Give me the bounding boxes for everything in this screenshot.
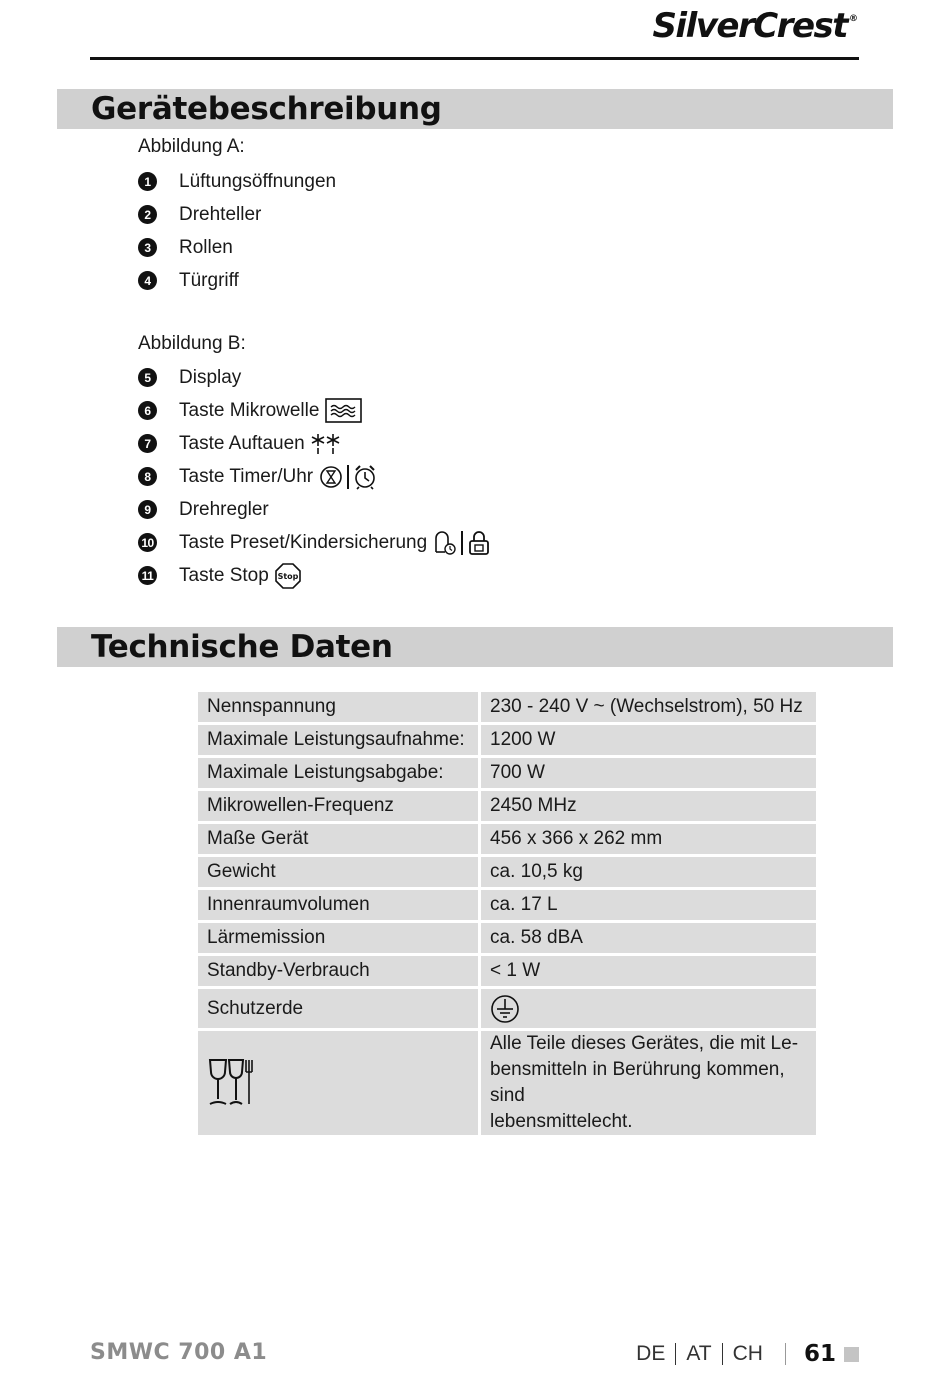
preset-icon — [433, 530, 457, 556]
stop-icon — [275, 563, 301, 589]
row-value: < 1 W — [480, 955, 818, 988]
item-number: 10 — [138, 533, 157, 552]
timer-icon — [319, 465, 343, 489]
table-row — [197, 988, 818, 1030]
row-label: Maximale Leistungsaufnahme: — [197, 724, 480, 757]
row-value: 230 - 240 V ~ (Wechselstrom), 50 Hz — [480, 691, 818, 724]
language-de: DE — [636, 1342, 666, 1365]
row-label: Gewicht — [197, 856, 480, 889]
item-number: 5 — [138, 368, 157, 387]
list-item — [138, 264, 336, 297]
list-item — [138, 526, 491, 559]
row-label: Nennspannung — [197, 691, 480, 724]
item-label: Taste Preset/Kindersicherung — [179, 531, 428, 553]
language-ch: CH — [732, 1342, 763, 1365]
footer-right — [636, 1341, 859, 1367]
item-label: Taste Timer/Uhr — [179, 465, 314, 487]
list-item — [138, 559, 491, 592]
item-label: Taste Auftauen — [179, 432, 305, 454]
defrost-icon — [311, 432, 341, 456]
table-row — [197, 790, 818, 823]
section-bar-description — [57, 89, 893, 129]
row-value: ca. 58 dBA — [480, 922, 818, 955]
table-row — [197, 1030, 818, 1137]
food-text-line: bensmitteln in Berührung kommen, sind — [490, 1059, 785, 1106]
list-item — [138, 394, 491, 427]
language-at: AT — [686, 1342, 712, 1365]
item-label: Display — [179, 366, 242, 388]
item-label: Taste Mikrowelle — [179, 399, 320, 421]
lock-icon — [467, 530, 491, 556]
list-item — [138, 361, 491, 394]
figure-b-label: Abbildung B: — [138, 333, 246, 354]
divider — [722, 1343, 723, 1365]
row-value: 456 x 366 x 262 mm — [480, 823, 818, 856]
table-row — [197, 955, 818, 988]
icon-separator — [347, 465, 349, 489]
section-title: Technische Daten — [91, 629, 393, 665]
section-title: Gerätebeschreibung — [91, 91, 442, 127]
row-label: Schutzerde — [197, 988, 480, 1030]
item-label: Türgriff — [179, 269, 239, 291]
row-label: Mikrowellen-Frequenz — [197, 790, 480, 823]
list-item — [138, 493, 491, 526]
row-value: 1200 W — [480, 724, 818, 757]
row-value: ca. 17 L — [480, 889, 818, 922]
table-row — [197, 724, 818, 757]
table-row — [197, 856, 818, 889]
list-item — [138, 165, 336, 198]
table-row — [197, 889, 818, 922]
item-label: Rollen — [179, 236, 233, 258]
row-value: 2450 MHz — [480, 790, 818, 823]
item-number: 6 — [138, 401, 157, 420]
row-value: 700 W — [480, 757, 818, 790]
table-row — [197, 691, 818, 724]
item-number: 3 — [138, 238, 157, 257]
row-value: ca. 10,5 kg — [480, 856, 818, 889]
figure-b-list — [138, 361, 491, 592]
divider — [785, 1343, 786, 1365]
table-row — [197, 823, 818, 856]
item-label: Drehteller — [179, 203, 262, 225]
row-label: Maximale Leistungsabgabe: — [197, 757, 480, 790]
divider — [675, 1343, 676, 1365]
item-label: Lüftungsöffnungen — [179, 170, 337, 192]
food-text-line: Alle Teile dieses Gerätes, die mit Le- — [490, 1033, 799, 1054]
table-row — [197, 757, 818, 790]
item-number: 11 — [138, 566, 157, 585]
row-label: Maße Gerät — [197, 823, 480, 856]
figure-a-label: Abbildung A: — [138, 136, 245, 157]
row-value — [480, 988, 818, 1030]
header-rule — [90, 57, 859, 60]
item-number: 7 — [138, 434, 157, 453]
food-safe-icon — [207, 1058, 253, 1108]
icon-separator — [461, 531, 463, 555]
page-number: 61 — [803, 1341, 836, 1367]
table-row — [197, 922, 818, 955]
item-number: 2 — [138, 205, 157, 224]
section-bar-technical — [57, 627, 893, 667]
item-number: 8 — [138, 467, 157, 486]
clock-icon — [353, 464, 377, 490]
brand-logo: SilverCrest ® — [652, 6, 858, 46]
row-value — [480, 1030, 818, 1137]
microwave-icon — [325, 398, 362, 423]
technical-data-table — [195, 689, 819, 1138]
food-text-line: lebensmittelecht. — [490, 1111, 633, 1132]
page-marker — [844, 1347, 859, 1362]
item-label: Taste Stop — [179, 564, 269, 586]
list-item — [138, 460, 491, 493]
row-label — [197, 1030, 480, 1137]
figure-a-list — [138, 165, 336, 297]
item-number: 9 — [138, 500, 157, 519]
list-item — [138, 231, 336, 264]
item-label: Drehregler — [179, 498, 269, 520]
list-item — [138, 198, 336, 231]
protective-earth-icon — [490, 994, 520, 1024]
item-number: 4 — [138, 271, 157, 290]
row-label: Innenraumvolumen — [197, 889, 480, 922]
stop-icon-text: Stop — [277, 571, 299, 581]
list-item — [138, 427, 491, 460]
row-label: Lärmemission — [197, 922, 480, 955]
item-number: 1 — [138, 172, 157, 191]
row-label: Standby-Verbrauch — [197, 955, 480, 988]
model-number: SMWC 700 A1 — [90, 1340, 268, 1365]
